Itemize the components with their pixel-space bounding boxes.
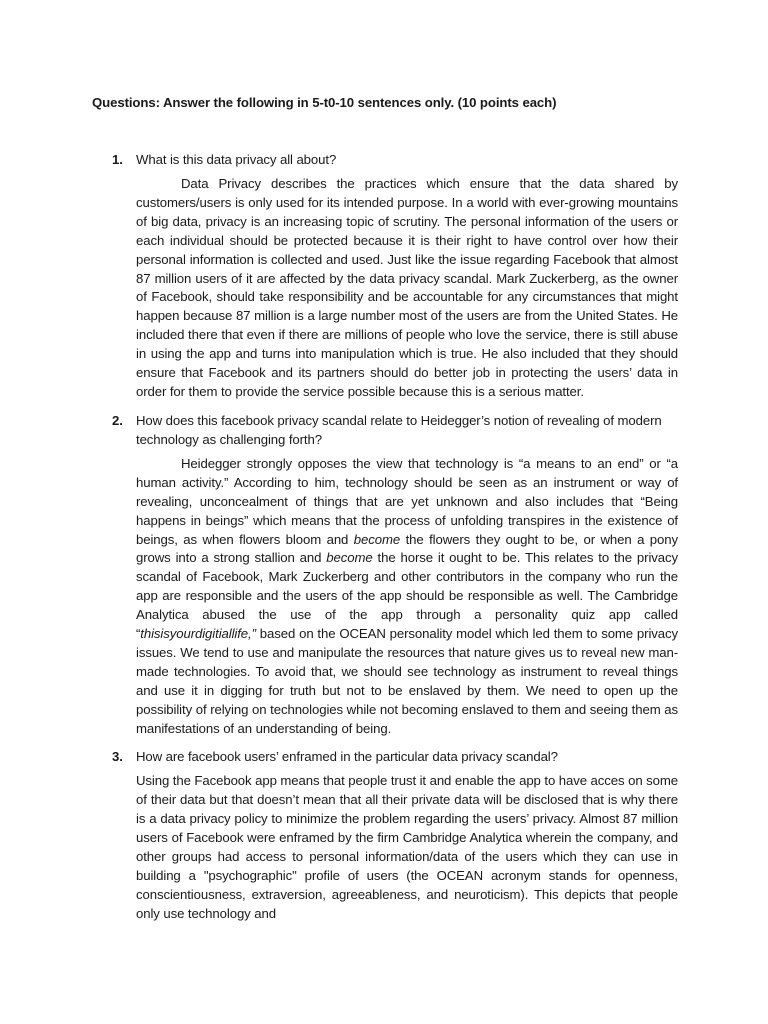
answer-paragraph: Data Privacy describes the practices which ensure that the data shared by customers/users is only used for its intended purpose. In a world with ever-growing mountains of big data, privacy is an increasing topic of scrutiny. The personal information of the users or each individual should be protected because it is their right to have control over how their personal information is collected and used. Just like the issue regarding Facebook that almost 87 million users of it are affected by the data privacy scandal. Mark Zuckerberg, as the owner of Facebook, should take responsibility and be accountable for any circumstances that might happen because 87 million is a large number most of the users are from the United States. He included there that even if there are millions of people who love the service, there is still abuse in using the app and turns into manipulation which is true. He also included that they should ensure that Facebook and its partners should do better job in protecting the users’ data in order for them to provide the service possible because this is a serious matter.	[136, 176, 678, 399]
answer-text: based on the OCEAN personality model which led them to some privacy issues. We tend to use and manipulate the resources that nature gives us to reveal new man-made technologies. To avoid that, we should see technology as instrument to reveal things and use it in digging for truth but not to be enslaved by them. We need to open up the possibility of relying on technologies while not becoming enslaved to them and seeing them as manifestations of an understanding of being.	[136, 626, 678, 736]
question-row	[92, 411, 678, 449]
question-row	[92, 150, 678, 169]
question-text: How does this facebook privacy scandal relate to Heidegger’s notion of revealing of modern technology as challenging forth?	[136, 412, 662, 447]
question-3	[92, 747, 678, 923]
answer-emphasis: become	[326, 550, 373, 566]
question-text: What is this data privacy all about?	[136, 152, 337, 167]
question-number: 2.	[112, 412, 123, 428]
answer-text: Heidegger strongly opposes the view that technology is “a means to an end” or “a human activity.” According to him, technology should be seen as an instrument or way of revealing, unconcealment of things that are yet unknown and also includes that “Being happens in beings” which means that the process of unfolding transpires in the existence of beings, as when flowers bloom and	[136, 455, 678, 547]
answer-text: the flowers they ought to be, or when a pony grows into a strong stallion and	[136, 531, 678, 566]
answer-emphasis: thisisyourdigitiallife,”	[140, 626, 256, 642]
answer-text: the horse it ought to be. This relates to the privacy scandal of Facebook, Mark Zuckerberg and other contributors in the company who run the app are responsible and the users of the app should be responsible as well. The Cambridge Analytica abused the use of the app through a personality quiz app called “	[136, 550, 678, 642]
answer-paragraph: Using the Facebook app means that people trust it and enable the app to have acces on some of their data but that doesn’t mean that all their private data will be disclosed that is why there is a data privacy policy to minimize the problem regarding the users’ privacy. Almost 87 million users of Facebook were enframed by the firm Cambridge Analytica wherein the company, and other groups had access to personal information/data of the users which they can use in building a "psychographic" profile of users (the OCEAN acronym stands for openness, conscientiousness, extraversion, agreeableness, and neuroticism). This depicts that people only use technology and	[136, 773, 678, 921]
question-number: 1.	[112, 152, 123, 167]
question-2	[92, 411, 678, 739]
question-text: How are facebook users’ enframed in the particular data privacy scandal?	[136, 749, 558, 765]
page-heading: Questions: Answer the following in 5-t0-10 sentences only. (10 points each)	[92, 95, 557, 110]
question-number: 3.	[112, 749, 123, 765]
question-1	[92, 150, 678, 402]
answer-paragraph	[136, 455, 678, 739]
question-row	[92, 747, 678, 766]
answer-emphasis: become	[353, 531, 401, 547]
